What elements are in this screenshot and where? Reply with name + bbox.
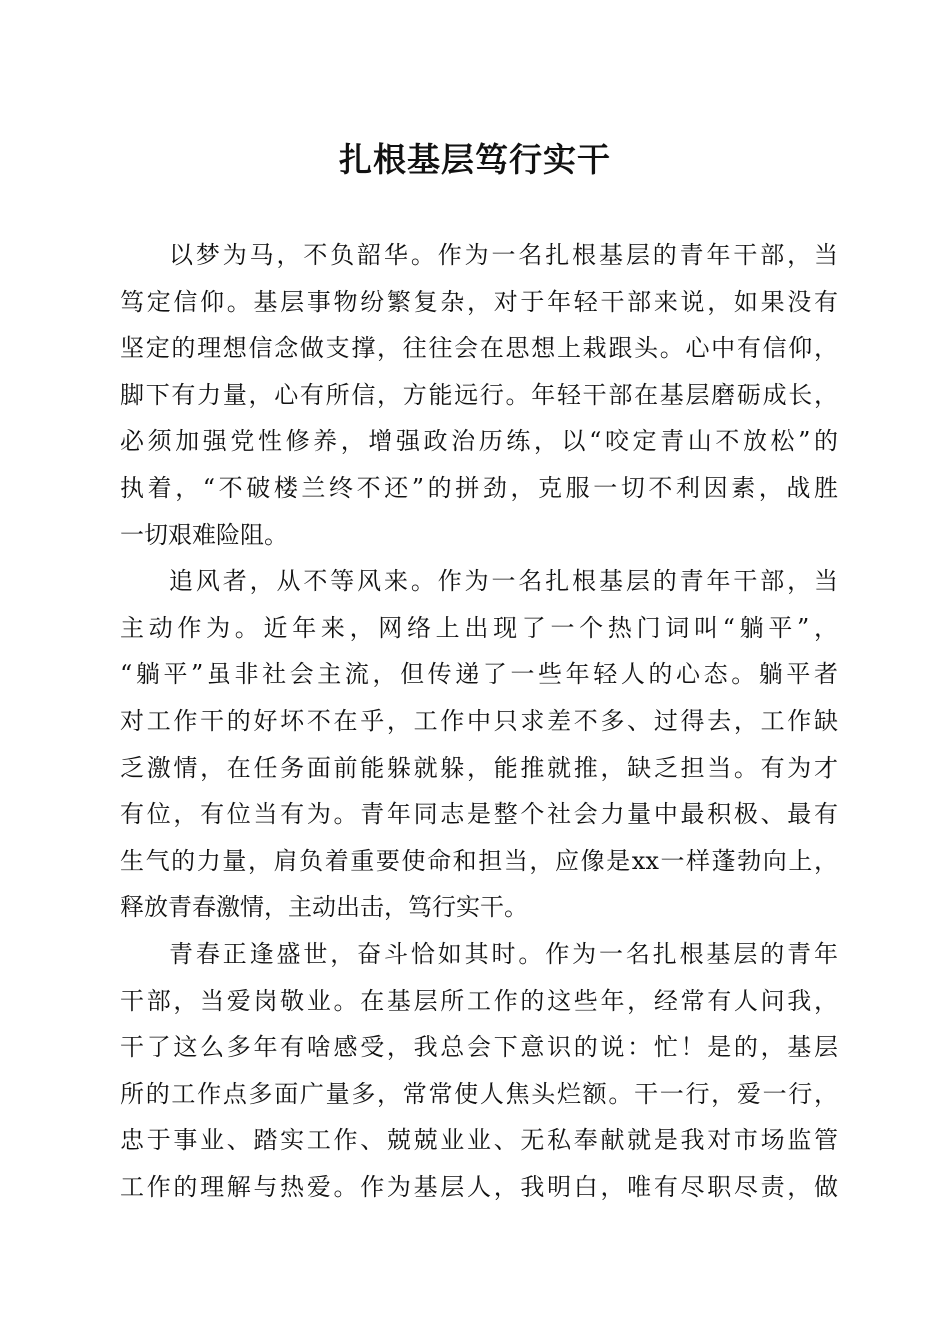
text-line: 追风者，从不等风来。作为一名扎根基层的青年干部，当 xyxy=(169,567,838,596)
text-line: 一切艰难险阻。 xyxy=(120,520,288,549)
paragraph-3 xyxy=(120,931,838,1211)
text-line: 脚下有力量，心有所信，方能远行。年轻干部在基层磨砺成长， xyxy=(120,380,838,409)
text-line: 主动作为。近年来，网络上出现了一个热门词叫“躺平”， xyxy=(120,613,838,642)
text-line: 干了这么多年有啥感受，我总会下意识的说：忙！是的，基层 xyxy=(120,1033,838,1062)
document-title: 扎根基层笃行实干 xyxy=(339,140,611,179)
text-line: 执着，“不破楼兰终不还”的拼劲，克服一切不利因素，战胜 xyxy=(120,473,838,502)
text-line: 工作的理解与热爱。作为基层人，我明白，唯有尽职尽责，做 xyxy=(120,1172,838,1201)
text-line: 所的工作点多面广量多，常常使人焦头烂额。干一行，爱一行， xyxy=(120,1079,838,1108)
text-line: 对工作干的好坏不在乎，工作中只求差不多、过得去，工作缺 xyxy=(120,706,838,735)
text-line: 乏激情，在任务面前能躲就躲，能推就推，缺乏担当。有为才 xyxy=(120,753,838,782)
text-line: 坚定的理想信念做支撑，往往会在思想上栽跟头。心中有信仰， xyxy=(120,334,838,363)
text-line: 有位，有位当有为。青年同志是整个社会力量中最积极、最有 xyxy=(120,800,838,829)
text-line: 必须加强党性修养，增强政治历练，以“咬定青山不放松”的 xyxy=(120,427,838,456)
paragraph-2 xyxy=(120,558,838,931)
text-line: 以梦为马，不负韶华。作为一名扎根基层的青年干部，当 xyxy=(169,241,838,269)
text-line: 生气的力量，肩负着重要使命和担当，应像是xx一样蓬勃向上， xyxy=(120,846,838,875)
text-line: 干部，当爱岗敬业。在基层所工作的这些年，经常有人问我， xyxy=(120,986,838,1015)
text-line: 笃定信仰。基层事物纷繁复杂，对于年轻干部来说，如果没有 xyxy=(120,287,838,316)
text-line: “躺平”虽非社会主流，但传递了一些年轻人的心态。躺平者 xyxy=(120,660,838,689)
document-body xyxy=(120,232,838,1210)
text-line: 青春正逢盛世，奋斗恰如其时。作为一名扎根基层的青年 xyxy=(169,939,838,968)
paragraph-1 xyxy=(120,232,838,558)
text-line: 释放青春激情，主动出击，笃行实干。 xyxy=(120,893,528,922)
text-line: 忠于事业、踏实工作、兢兢业业、无私奉献就是我对市场监管 xyxy=(120,1126,838,1155)
